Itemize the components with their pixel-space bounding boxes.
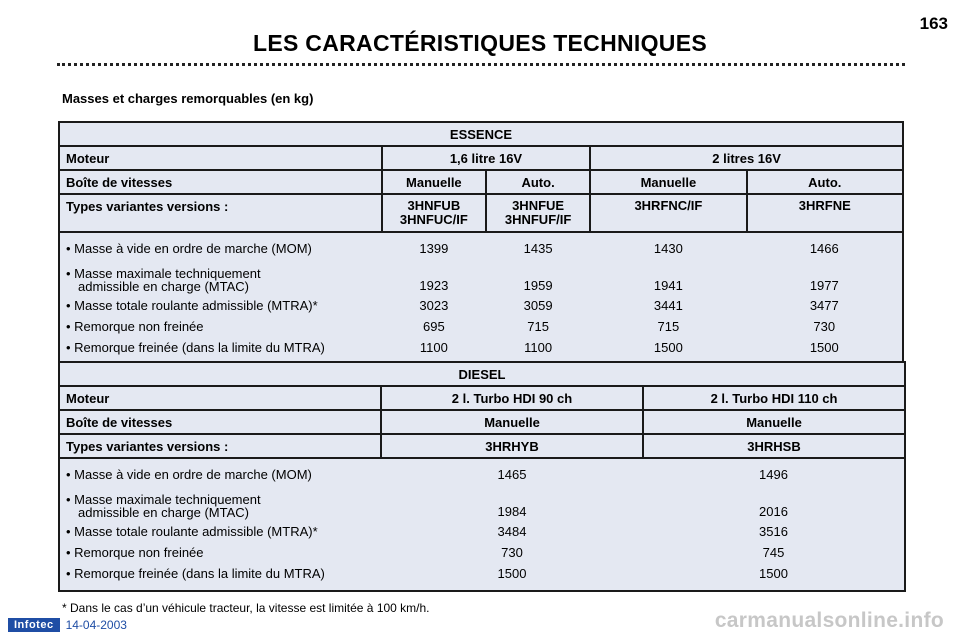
row-value: 695	[423, 319, 445, 334]
boite-label: Boîte de vitesses	[59, 170, 382, 194]
moteur-value: 1,6 litre 16V	[382, 146, 590, 170]
diesel-title-row	[59, 362, 905, 386]
table-row	[59, 316, 903, 337]
diesel-title: DIESEL	[59, 362, 905, 386]
type-code: 3HNFUE	[512, 198, 565, 213]
row-value: 1500	[653, 340, 683, 355]
type-cell	[590, 194, 746, 232]
row-value: 1500	[809, 340, 839, 355]
moteur-label: Moteur	[59, 386, 381, 410]
type-code: 3HNFUF/IF	[504, 212, 572, 227]
row-value: 715	[657, 319, 680, 334]
row-value: 1100	[419, 340, 448, 355]
type-code: 3HRFNC/IF	[634, 198, 703, 213]
type-cell	[486, 194, 590, 232]
row-value: 745	[762, 545, 785, 560]
page-title: LES CARACTÉRISTIQUES TECHNIQUES	[252, 30, 707, 56]
type-code: 3HNFUB	[407, 198, 461, 213]
type-cell	[747, 194, 903, 232]
moteur-value: 2 l. Turbo HDI 90 ch	[381, 386, 643, 410]
table-row	[59, 485, 905, 521]
boite-value: Manuelle	[381, 410, 643, 434]
diesel-table	[58, 361, 906, 592]
types-label: Types variantes versions :	[59, 434, 381, 458]
infotec-logo: Infotec	[8, 618, 60, 632]
row-value: 1984	[497, 504, 527, 519]
diesel-types-row	[59, 434, 905, 458]
table-row	[59, 295, 903, 316]
row-value: 1465	[497, 467, 527, 482]
essence-boite-row	[59, 170, 903, 194]
boite-value: Manuelle	[643, 410, 905, 434]
essence-types-row	[59, 194, 903, 232]
row-value: 1500	[759, 566, 788, 581]
row-value: 3477	[809, 298, 839, 313]
row-value: 1500	[497, 566, 527, 581]
row-label: • Remorque freinée (dans la limite du MTRA)	[66, 340, 325, 355]
table-row	[59, 259, 903, 295]
row-value: 1466	[809, 241, 839, 256]
print-date: 14-04-2003	[65, 618, 127, 632]
essence-title: ESSENCE	[59, 122, 903, 146]
row-label-line: • Masse maximale techniquement	[66, 266, 261, 281]
row-value: 1100	[524, 340, 553, 355]
dotted-divider	[57, 63, 905, 66]
type-code: 3HNFUC/IF	[399, 212, 468, 227]
footnote: * Dans le cas d’un véhicule tracteur, la vitesse est limitée à 100 km/h.	[62, 601, 430, 615]
essence-title-row	[59, 122, 903, 146]
row-value: 1923	[419, 278, 449, 293]
boite-value: Manuelle	[382, 170, 486, 194]
table-row	[59, 521, 905, 542]
watermark: carmanualsonline.info	[714, 609, 944, 632]
row-value: 1496	[759, 467, 788, 482]
row-value: 3484	[497, 524, 527, 539]
table-row	[59, 563, 905, 591]
row-label: • Remorque non freinée	[66, 319, 204, 334]
row-label-line: • Masse maximale techniquement	[66, 492, 261, 507]
table-row	[59, 458, 905, 485]
row-value: 3059	[523, 298, 553, 313]
row-label	[59, 485, 381, 521]
type-code: 3HRHSB	[643, 434, 905, 458]
row-value: 1430	[653, 241, 683, 256]
row-value: 3023	[419, 298, 449, 313]
infotec-badge	[8, 618, 127, 632]
row-value: 730	[813, 319, 836, 334]
row-label-line: admissible en charge (MTAC)	[78, 505, 249, 520]
row-value: 730	[501, 545, 523, 560]
moteur-value: 2 litres 16V	[590, 146, 903, 170]
diesel-boite-row	[59, 410, 905, 434]
page-number: 163	[919, 14, 948, 33]
essence-moteur-row	[59, 146, 903, 170]
row-label: • Masse à vide en ordre de marche (MOM)	[66, 241, 312, 256]
row-value: 2016	[759, 504, 788, 519]
row-value: 715	[527, 319, 549, 334]
row-value: 1977	[809, 278, 839, 293]
boite-value: Auto.	[486, 170, 590, 194]
type-cell	[382, 194, 486, 232]
row-value: 1399	[419, 241, 449, 256]
row-label: • Remorque freinée (dans la limite du MTRA)	[66, 566, 325, 581]
row-label-line: admissible en charge (MTAC)	[78, 279, 249, 294]
row-label	[59, 259, 382, 295]
essence-table	[58, 121, 904, 366]
row-value: 1941	[653, 278, 683, 293]
row-label: • Masse totale roulante admissible (MTRA)*	[66, 524, 318, 539]
diesel-moteur-row	[59, 386, 905, 410]
table-row	[59, 232, 903, 259]
boite-value: Auto.	[747, 170, 903, 194]
type-code: 3HRHYB	[381, 434, 643, 458]
type-code: 3HRFNE	[798, 198, 851, 213]
section-caption: Masses et charges remorquables (en kg)	[62, 91, 314, 106]
types-label: Types variantes versions :	[59, 194, 382, 232]
row-value: 3441	[653, 298, 683, 313]
moteur-value: 2 l. Turbo HDI 110 ch	[643, 386, 905, 410]
boite-value: Manuelle	[590, 170, 746, 194]
table-row	[59, 542, 905, 563]
row-label: • Masse à vide en ordre de marche (MOM)	[66, 467, 312, 482]
row-value: 3516	[759, 524, 788, 539]
row-label: • Masse totale roulante admissible (MTRA)*	[66, 298, 318, 313]
row-value: 1435	[523, 241, 553, 256]
moteur-label: Moteur	[59, 146, 382, 170]
row-value: 1959	[523, 278, 553, 293]
row-label: • Remorque non freinée	[66, 545, 204, 560]
boite-label: Boîte de vitesses	[59, 410, 381, 434]
